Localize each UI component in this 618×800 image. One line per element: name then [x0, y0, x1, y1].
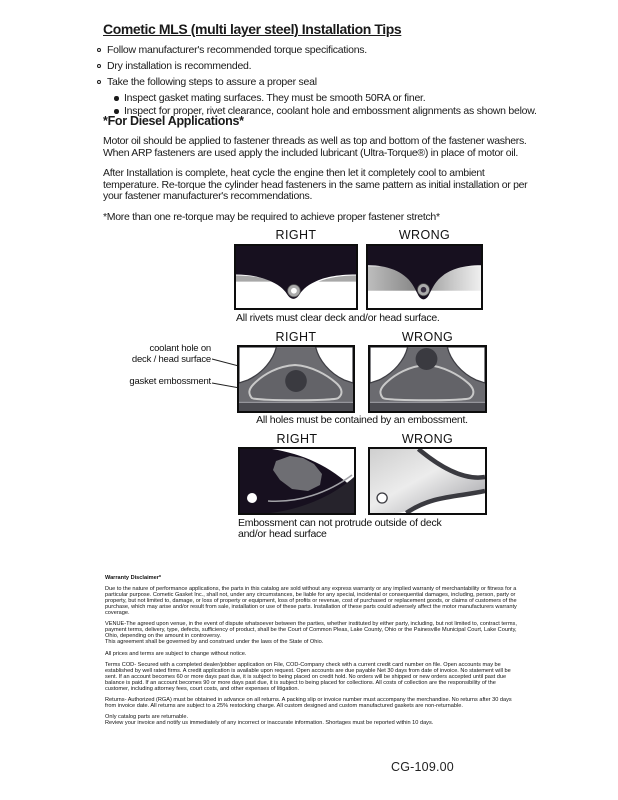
filled-bullet-icon [114, 109, 119, 114]
bolt-hole [247, 493, 257, 503]
wrong-label: WRONG [398, 228, 451, 242]
paragraph: *More than one re-torque may be required to achieve proper fastener stretch* [103, 210, 440, 223]
diesel-heading: *For Diesel Applications* [103, 114, 244, 128]
tip-text: Follow manufacturer's recommended torque specifications. [107, 44, 367, 56]
rivet-wrong-art [368, 246, 481, 308]
embossment-right-art [239, 347, 353, 411]
warranty-disclaimer-heading: Warranty Disclaimer* [105, 575, 162, 581]
deck-edge-right-diagram [238, 447, 356, 515]
embossment-wrong-art [370, 347, 485, 411]
embossment-wrong-diagram [368, 345, 487, 413]
paragraph: Motor oil should be applied to fastener threads as well as top and bottom of the fastener washers. When ARP fasteners are used apply the included lubricant (Ultra-Torque®) in place of motor oil. [103, 135, 527, 159]
open-circle-bullet-icon [97, 48, 101, 52]
row3-caption [238, 518, 478, 540]
list-item [97, 77, 549, 89]
callout-text: coolant hole on [149, 343, 211, 354]
list-item [97, 45, 549, 57]
row1-caption: All rivets must clear deck and/or head surface. [236, 312, 440, 324]
rivet-right-diagram [234, 244, 358, 310]
right-label: RIGHT [275, 228, 317, 242]
rivet-wrong-diagram [366, 244, 483, 310]
list-item [114, 93, 549, 105]
open-circle-bullet-icon [97, 64, 101, 68]
tip-text: Take the following steps to assure a proper seal [107, 76, 317, 88]
bolt-hole [377, 493, 387, 503]
page-code: CG-109.00 [391, 760, 454, 774]
wrong-label: WRONG [401, 330, 454, 344]
deck-edge-wrong-art [370, 449, 485, 513]
legal-section [105, 576, 521, 733]
legal-paragraph: All prices and terms are subject to change without notice. [105, 650, 247, 657]
right-label: RIGHT [276, 432, 318, 446]
legal-paragraph: Review your invoice and notify us immediately of any incorrect or inaccurate information. Shortages must be reported within 10 days. [105, 720, 434, 727]
legal-paragraph: Returns- Authorized (RGA) must be obtained in advance on all returns. A packing slip or invoice number must accompany the merchandise. No returns after 30 days from invoice date. All returns are subject to a 25% restocking charge. All custom designed and custom manufactured gaskets are non-returnable. [105, 697, 512, 709]
filled-bullet-icon [114, 96, 119, 101]
installation-tips-list [97, 45, 549, 119]
embossment-right-diagram [237, 345, 355, 413]
coolant-hole [285, 370, 307, 392]
caption-line: Embossment can not protrude outside of deck [238, 517, 442, 529]
page-title: Cometic MLS (multi layer steel) Installation Tips [103, 21, 402, 37]
tip-text: Inspect for proper, rivet clearance, coolant hole and embossment alignments as shown below. [124, 105, 537, 117]
caption-line: and/or head surface [238, 528, 327, 540]
row2-caption: All holes must be contained by an embossment. [256, 414, 468, 426]
paragraph: After Installation is complete, heat cycle the engine then let it completely cool to ambient temperature. Re-torque the cylinder head fasteners in the same pattern as initial installation or per your fastener manufacturer's recommendations. [103, 167, 528, 202]
legal-paragraph: Terms COD- Secured with a completed dealer/jobber application on File, COD-Company check with a current credit card number on file. Open accounts may be established by well rated firms. A credit application is available upon request. Open accounts are due payable Net 30 days from date of invoice. No statement will be sent. If an account becomes 60 or more days past due, it is subject to being placed on credit hold. No orders will be shipped or new orders accepted until past due balance is paid. If an account becomes 90 or more days past due, it is subject to being placed for collections. All costs of collection are the responsibility of the customer, including attorney fees, court costs, and other expenses of litigation. [105, 661, 511, 692]
deck-edge-wrong-diagram [368, 447, 487, 515]
legal-paragraph: Due to the nature of performance applications, the parts in this catalog are sold without any express warranty or any implied warranty of merchantability or fitness for a particular purpose. Cometic Gasket Inc., shall not, under any circumstances, be liable for any special, incidental or consequential damages, including, person, party or property, but not limited to, damage, or loss of property or equipment, loss of profits or revenue, cost of purchased or replacement goods, or claims of customers of the purchase, which may arise and/or result from sale, installation or use of these parts. Installation of these parts could adversely affect the motor manufacturers warranty coverage. [105, 586, 517, 617]
rivet-right-art [236, 246, 356, 308]
legal-paragraph: Only catalog parts are returnable. [105, 714, 189, 721]
open-circle-bullet-icon [97, 80, 101, 84]
tip-text: Dry installation is recommended. [107, 60, 252, 72]
list-item [97, 61, 549, 73]
deck-edge-right-art [240, 449, 354, 513]
right-label: RIGHT [275, 330, 317, 344]
legal-paragraph: This agreement shall be governed by and construed under the laws of the State of Ohio. [105, 639, 324, 646]
callout-text: deck / head surface [131, 353, 211, 365]
diesel-applications-section [103, 114, 543, 232]
tip-text: Inspect gasket mating surfaces. They must be smooth 50RA or finer. [124, 92, 426, 104]
coolant-hole [416, 348, 438, 370]
coolant-hole-callout [118, 344, 211, 365]
gasket-embossment-callout [118, 377, 211, 388]
legal-paragraph: VENUE-The agreed upon venue, in the event of dispute whatsoever between the parties, whether instituted by either party, including, but not limited to, contract terms, payment terms, delivery, type, defects, sufficiency of product, shall be the Court of Common Pleas, Lake County, Ohio or the Painesville Municipal Court, Lake County, Ohio, depending on the amount in controversy. [105, 621, 517, 640]
wrong-label: WRONG [401, 432, 454, 446]
callout-text: gasket embossment [129, 376, 211, 387]
